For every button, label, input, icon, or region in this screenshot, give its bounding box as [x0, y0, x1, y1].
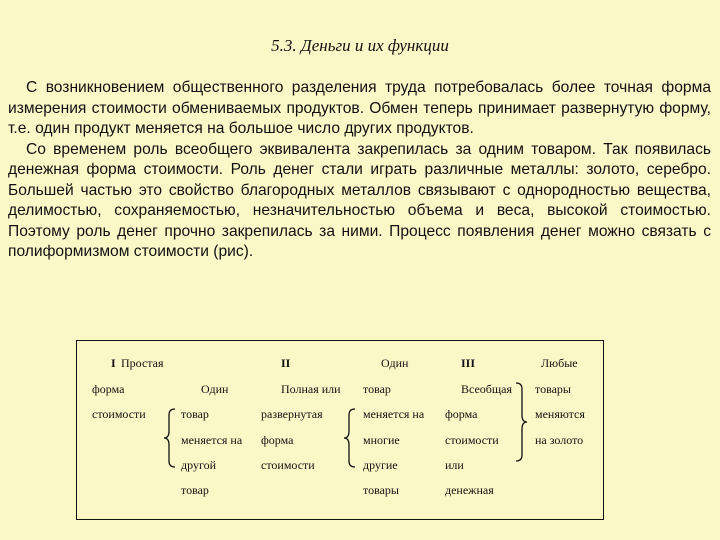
- brace-3: [515, 381, 529, 463]
- value-forms-diagram: [76, 340, 604, 520]
- form-2-label-line3: форма: [261, 433, 294, 447]
- form-2-item: товары: [363, 483, 399, 497]
- form-1-label-line1: Простая: [121, 356, 164, 370]
- form-1-item: товар: [181, 483, 209, 497]
- brace-1: [163, 407, 177, 469]
- form-2-label-line2: развернутая: [261, 407, 323, 421]
- form-3-label-line5: денежная: [445, 483, 494, 497]
- page-title: 5.3. Деньги и их функции: [271, 36, 449, 55]
- form-2-item: товар: [363, 382, 391, 396]
- form-2-item: многие: [363, 433, 400, 447]
- form-roman-2: II: [281, 356, 291, 370]
- form-1-item: меняется на: [181, 433, 243, 447]
- form-2-item: другие: [363, 458, 398, 472]
- form-3-item: товары: [535, 382, 571, 396]
- form-1-item: Один: [201, 382, 229, 396]
- form-roman-1: I: [111, 356, 116, 370]
- body-text: [8, 78, 711, 263]
- paragraph: Со временем роль всеобщего эквивалента закрепилась за одним товаром. Так появилась денежная форма стоимости. Роль денег стали играть различные металлы: золото, серебро. Большей частью это свойство благородных металлов связывают с однородностью вещества, делимостью, сохраняемостью, незначительностью объема и веса, высокой стоимостью. Поэтому роль денег прочно закрепилась за ними. Процесс появления денег можно связать с полиформизмом стоимости (рис).: [8, 140, 711, 260]
- form-1-item: другой: [181, 458, 216, 472]
- form-3-item: меняются: [535, 407, 585, 421]
- form-roman-3: III: [461, 356, 476, 370]
- form-3-label-line1: Всеобщая: [461, 382, 512, 396]
- form-2-label-line4: стоимости: [261, 458, 315, 472]
- form-3-item: на золото: [535, 433, 584, 447]
- form-3-label-line2: форма: [445, 407, 478, 421]
- form-1-item: товар: [181, 407, 209, 421]
- form-2-item: меняется на: [363, 407, 425, 421]
- form-3-label-line4: или: [445, 458, 464, 472]
- form-2-label-line1: Полная или: [281, 382, 341, 396]
- form-1-label-line3: стоимости: [92, 407, 146, 421]
- brace-2: [343, 407, 357, 469]
- form-3-label-line3: стоимости: [445, 433, 499, 447]
- paragraph: С возникновением общественного разделения труда потребовалась более точная форма измерения стоимости обмениваемых продуктов. Обмен теперь принимает развернутую форму, т.е. один продукт меняется на большое число других продуктов.: [8, 79, 711, 137]
- form-1-label-line2: форма: [92, 382, 125, 396]
- form-2-item: Один: [381, 356, 409, 370]
- form-3-item: Любые: [541, 356, 578, 370]
